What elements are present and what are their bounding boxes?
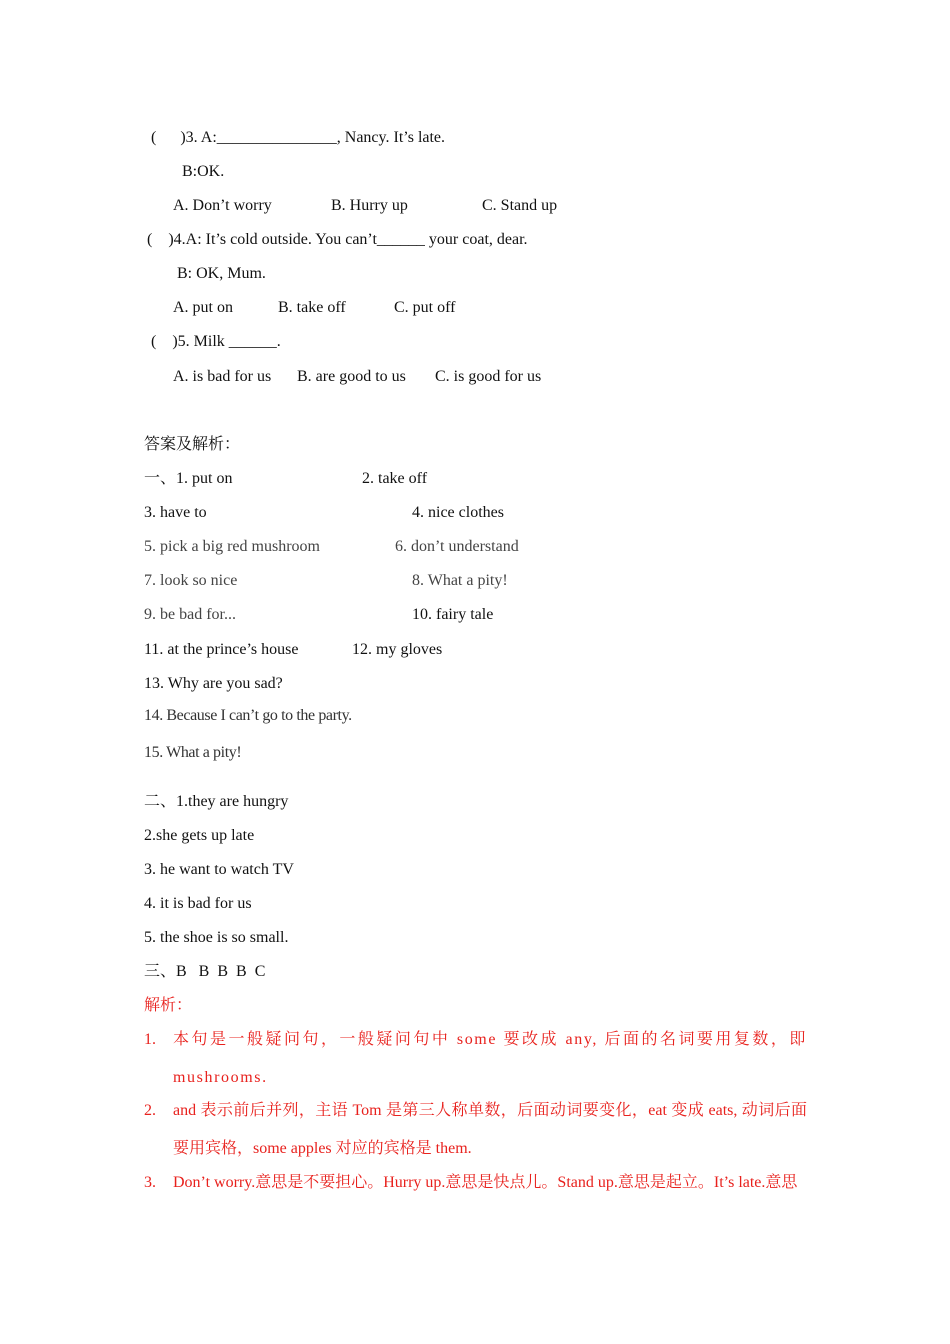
question-5-option-c: C. is good for us [435, 368, 542, 385]
part1-answer-1: 一、1. put on [144, 470, 233, 487]
question-3-reply: B:OK. [182, 163, 225, 180]
question-4-option-c: C. put off [394, 299, 456, 316]
analysis-2-text: and 表示前后并列，主语 Tom 是第三人称单数，后面动词要变化，eat 变成 eats, 动词后面要用宾格，some apples 对应的宾格是 them. [173, 1102, 807, 1157]
part2-answer-4: 4. it is bad for us [144, 895, 252, 912]
analysis-3-number: 3. [144, 1174, 156, 1191]
part1-answer-11: 11. at the prince’s house [144, 641, 299, 658]
part1-answer-12: 12. my gloves [352, 641, 443, 658]
question-3-option-a: A. Don’t worry [173, 197, 272, 214]
answers-heading: 答案及解析： [144, 436, 241, 453]
part1-answer-9: 9. be bad for... [144, 606, 236, 623]
part1-answer-5: 5. pick a big red mushroom [144, 538, 320, 555]
part1-answer-6: 6. don’t understand [395, 538, 519, 555]
part1-answer-8: 8. What a pity! [412, 572, 508, 589]
question-4-stem: ( )4.A: It’s cold outside. You can’t______ your coat, dear. [147, 231, 528, 248]
part1-answer-15: 15. What a pity! [144, 744, 242, 761]
part1-answer-14: 14. Because I can’t go to the party. [144, 707, 352, 724]
part2-answer-2: 2.she gets up late [144, 827, 255, 844]
question-5-option-a: A. is bad for us [173, 368, 272, 385]
analysis-1-number: 1. [144, 1031, 156, 1048]
question-4-option-a: A. put on [173, 299, 233, 316]
analysis-heading: 解析： [144, 997, 193, 1014]
question-4-option-b: B. take off [278, 299, 346, 316]
part1-answer-10: 10. fairy tale [412, 606, 494, 623]
part2-answer-1: 二、1.they are hungry [144, 793, 289, 810]
analysis-3-text: Don’t worry.意思是不要担心。Hurry up.意思是快点儿。Stand up.意思是起立。It’s late.意思 [173, 1174, 798, 1191]
part1-answer-7: 7. look so nice [144, 572, 238, 589]
question-3-option-c: C. Stand up [482, 197, 558, 214]
part3-answers: 三、B B B B C [144, 963, 266, 980]
part2-answer-5: 5. the shoe is so small. [144, 929, 289, 946]
analysis-1-text: 本句是一般疑问句，一般疑问句中 some 要改成 any, 后面的名词要用复数，即 mushrooms. [173, 1031, 807, 1086]
part1-answer-13: 13. Why are you sad? [144, 675, 283, 692]
question-5-option-b: B. are good to us [297, 368, 406, 385]
question-4-reply: B: OK, Mum. [177, 265, 266, 282]
analysis-2-number: 2. [144, 1102, 156, 1119]
question-3-option-b: B. Hurry up [331, 197, 408, 214]
part1-answer-3: 3. have to [144, 504, 207, 521]
part1-answer-4: 4. nice clothes [412, 504, 504, 521]
part2-answer-3: 3. he want to watch TV [144, 861, 294, 878]
question-3-stem: ( )3. A:_______________, Nancy. It’s late. [151, 129, 446, 146]
question-5-stem: ( )5. Milk ______. [151, 333, 281, 350]
part1-answer-2: 2. take off [362, 470, 428, 487]
